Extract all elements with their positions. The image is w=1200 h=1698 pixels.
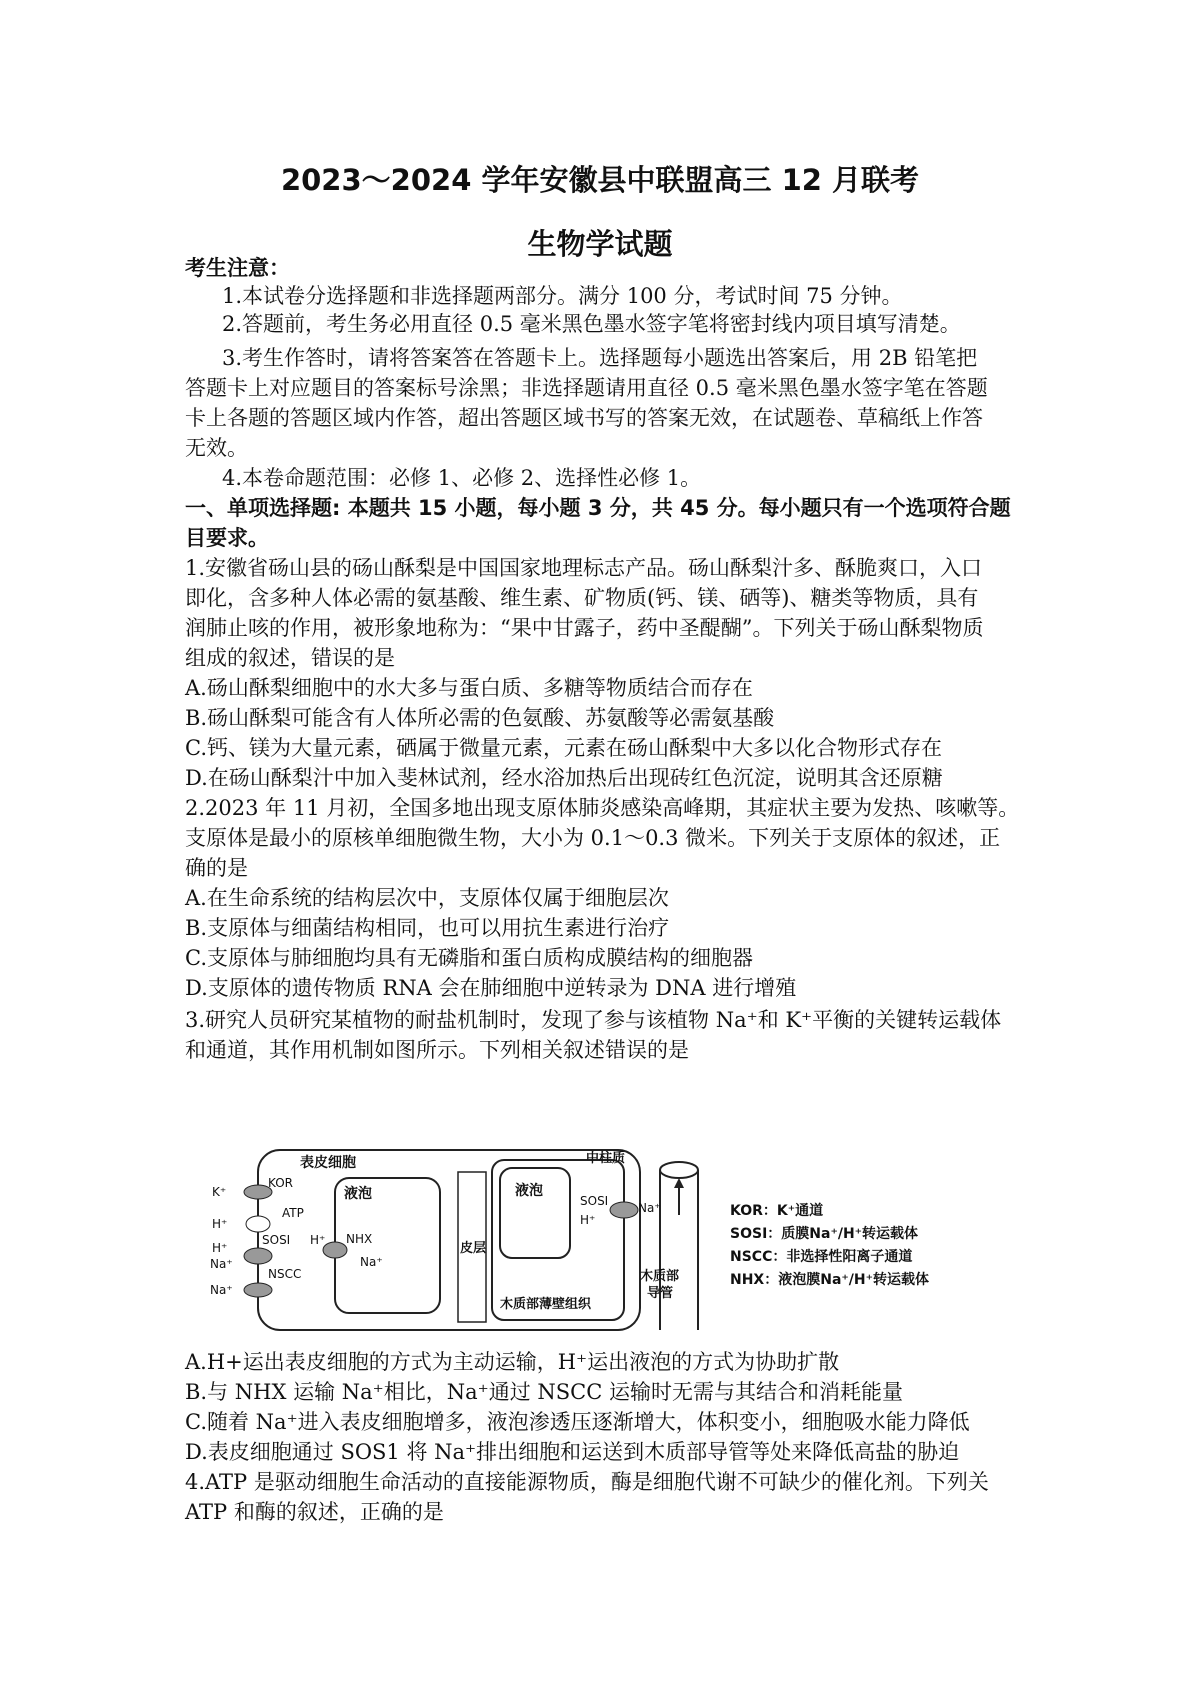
nhx-transporter (323, 1242, 347, 1258)
notice-item-3-line-2: 答题卡上对应题目的答案标号涂黑；非选择题请用直径 0.5 毫米黑色墨水签字笔在答题 (185, 376, 988, 400)
q4-stem-line-1: 4.ATP 是驱动细胞生命活动的直接能源物质，酶是细胞代谢不可缺少的催化剂。下列关 (185, 1470, 989, 1494)
ion-na-4: Na⁺ (638, 1201, 661, 1215)
q2-stem-line-3: 确的是 (185, 856, 248, 880)
label-xylem-2: 导管 (647, 1286, 674, 1301)
q2-stem-line-2: 支原体是最小的原核单细胞微生物，大小为 0.1～0.3 微米。下列关于支原体的叙述，正 (185, 826, 1001, 850)
q1-stem-line-4: 组成的叙述，错误的是 (185, 646, 395, 670)
ion-na-3: Na⁺ (360, 1255, 383, 1269)
label-sos1-right: SOSI (580, 1194, 609, 1208)
parenchyma-cell-outline (492, 1160, 624, 1320)
q2-option-c: C.支原体与肺细胞均具有无磷脂和蛋白质构成膜结构的细胞器 (185, 946, 753, 970)
section-heading-line-2: 目要求。 (185, 526, 269, 550)
q1-option-d: D.在砀山酥梨汁中加入斐林试剂，经水浴加热后出现砖红色沉淀，说明其含还原糖 (185, 766, 943, 790)
label-xylem-1: 木质部 (640, 1269, 680, 1284)
ion-na-2: Na⁺ (210, 1283, 233, 1297)
legend-nscc: NSCC：非选择性阳离子通道 (730, 1249, 913, 1265)
legend-nhx: NHX：液泡膜Na⁺/H⁺转运载体 (730, 1272, 930, 1288)
q4-stem-line-2: ATP 和酶的叙述，正确的是 (185, 1500, 444, 1524)
section-heading-line-1: 一、单项选择题: 本题共 15 小题，每小题 3 分，共 45 分。每小题只有一个选项符合题 (185, 496, 1011, 520)
q1-stem-line-3: 润肺止咳的作用，被形象地称为：“果中甘露子，药中圣醍醐”。下列关于砀山酥梨物质 (185, 616, 984, 640)
label-vacuole-1: 液泡 (344, 1186, 372, 1202)
label-atp: ATP (282, 1206, 304, 1220)
q2-option-a: A.在生命系统的结构层次中，支原体仅属于细胞层次 (185, 886, 669, 910)
q3-stem-line-1: 3.研究人员研究某植物的耐盐机制时，发现了参与该植物 Na⁺和 K⁺平衡的关键转运载体 (185, 1008, 1002, 1032)
label-nscc: NSCC (268, 1267, 302, 1281)
exam-title: 2023～2024 学年安徽县中联盟高三 12 月联考 (280, 163, 920, 197)
notice-item-2: 2.答题前，考生务必用直径 0.5 毫米黑色墨水签字笔将密封线内项目填写清楚。 (222, 312, 961, 336)
q1-option-a: A.砀山酥梨细胞中的水大多与蛋白质、多糖等物质结合而存在 (185, 676, 753, 700)
notice-item-3-line-1: 3.考生作答时，请将答案答在答题卡上。选择题每小题选出答案后，用 2B 铅笔把 (222, 346, 978, 370)
sos1-transporter-right (610, 1202, 638, 1218)
q3-option-b: B.与 NHX 运输 Na⁺相比，Na⁺通过 NSCC 运输时无需与其结合和消耗能量 (185, 1380, 903, 1404)
q2-option-b: B.支原体与细菌结构相同，也可以用抗生素进行治疗 (185, 916, 670, 940)
q1-option-c: C.钙、镁为大量元素，硒属于微量元素，元素在砀山酥梨中大多以化合物形式存在 (185, 736, 942, 760)
xylem-top (660, 1162, 698, 1178)
ion-h-1: H⁺ (212, 1217, 228, 1231)
label-stele: 中柱质 (586, 1151, 626, 1166)
notice-item-3-line-3: 卡上各题的答题区域内作答，超出答题区域书写的答案无效，在试题卷、草稿纸上作答 (185, 406, 983, 430)
ion-k: K⁺ (212, 1185, 227, 1199)
subject-title: 生物学试题 (527, 227, 673, 261)
legend-sos1: SOSI：质膜Na⁺/H⁺转运载体 (730, 1226, 919, 1242)
label-parenchyma: 木质部薄壁组织 (500, 1297, 592, 1312)
ion-na-1: Na⁺ (210, 1257, 233, 1271)
salt-tolerance-diagram (210, 1140, 1000, 1340)
q2-option-d: D.支原体的遗传物质 RNA 会在肺细胞中逆转录为 DNA 进行增殖 (185, 976, 797, 1000)
nscc-channel (244, 1283, 272, 1297)
legend-kor: KOR：K⁺通道 (730, 1203, 824, 1219)
vacuole-2-outline (500, 1168, 570, 1258)
atp-pump (246, 1216, 270, 1232)
ion-h-2: H⁺ (212, 1241, 228, 1255)
sos1-transporter-left (244, 1248, 272, 1264)
notice-item-4: 4.本卷命题范围：必修 1、必修 2、选择性必修 1。 (222, 466, 702, 490)
q1-stem-line-1: 1.安徽省砀山县的砀山酥梨是中国国家地理标志产品。砀山酥梨汁多、酥脆爽口，入口 (185, 556, 983, 580)
q2-stem-line-1: 2.2023 年 11 月初，全国多地出现支原体肺炎感染高峰期，其症状主要为发热、咳嗽等。 (185, 796, 1020, 820)
ion-h-4: H⁺ (580, 1213, 596, 1227)
notice-heading: 考生注意： (185, 256, 290, 280)
xylem-arrow-head (674, 1178, 684, 1188)
notice-item-1: 1.本试卷分选择题和非选择题两部分。满分 100 分，考试时间 75 分钟。 (222, 284, 903, 308)
ion-h-3: H⁺ (310, 1233, 326, 1247)
q3-option-c: C.随着 Na⁺进入表皮细胞增多，液泡渗透压逐渐增大，体积变小，细胞吸水能力降低 (185, 1410, 970, 1434)
q3-option-a: A.H+运出表皮细胞的方式为主动运输，H⁺运出液泡的方式为协助扩散 (185, 1350, 840, 1374)
q1-option-b: B.砀山酥梨可能含有人体所必需的色氨酸、苏氨酸等必需氨基酸 (185, 706, 775, 730)
q3-option-d: D.表皮细胞通过 SOS1 将 Na⁺排出细胞和运送到木质部导管等处来降低高盐的胁迫 (185, 1440, 960, 1464)
notice-item-3-line-4: 无效。 (185, 436, 248, 460)
label-cortex: 皮层 (460, 1241, 487, 1256)
label-nhx: NHX (346, 1232, 373, 1246)
label-vacuole-2: 液泡 (515, 1183, 543, 1199)
label-kor: KOR (268, 1176, 293, 1190)
label-epidermis: 表皮细胞 (300, 1155, 356, 1171)
q3-stem-line-2: 和通道，其作用机制如图所示。下列相关叙述错误的是 (185, 1038, 689, 1062)
q1-stem-line-2: 即化，含多种人体必需的氨基酸、维生素、矿物质(钙、镁、硒等)、糖类等物质，具有 (185, 586, 979, 610)
label-sos1-left: SOSI (262, 1233, 291, 1247)
